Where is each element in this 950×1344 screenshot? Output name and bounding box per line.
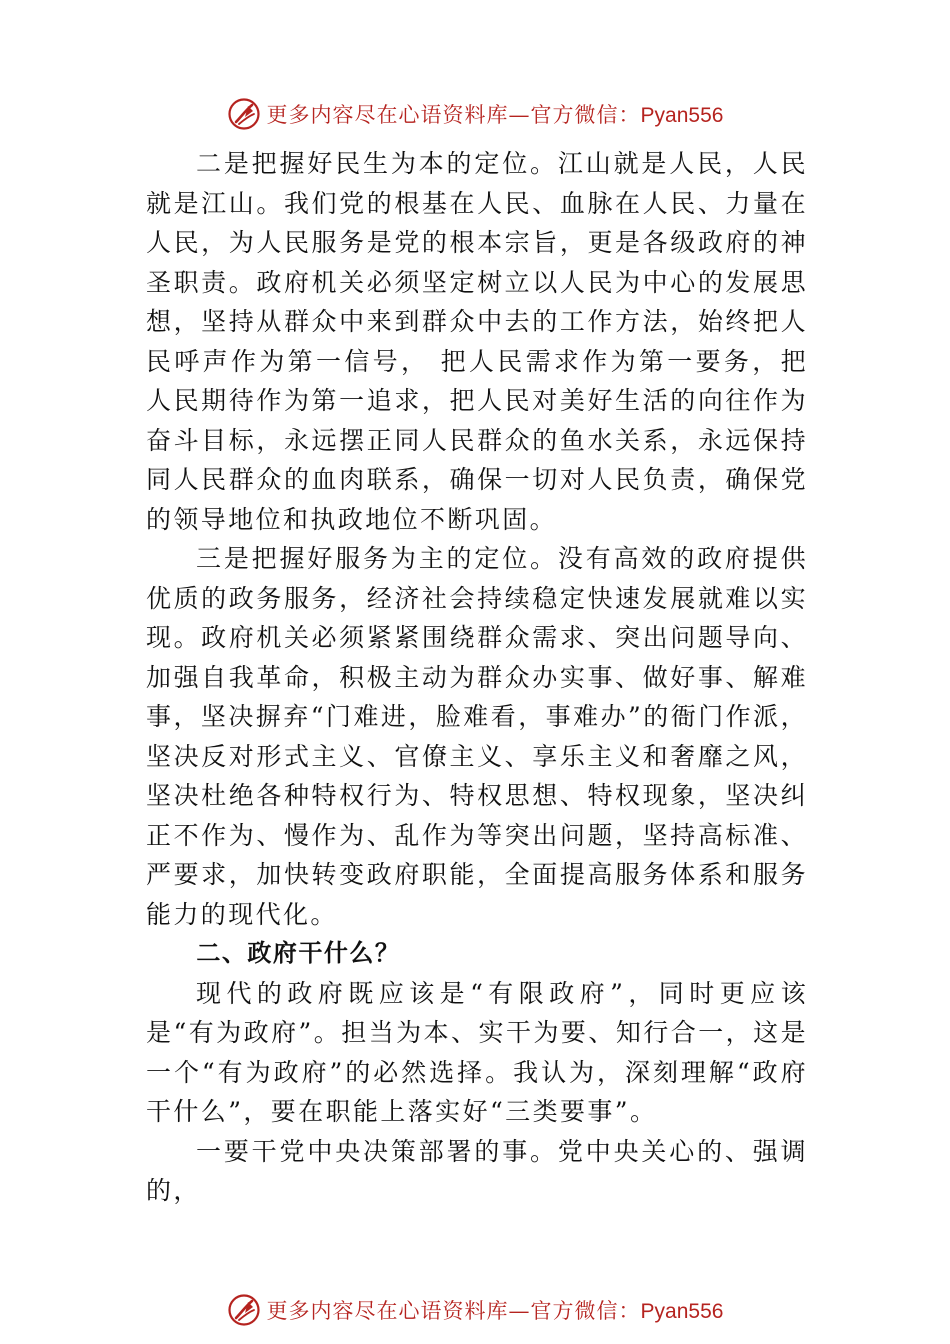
watermark-wechat-label: 官方微信：: [530, 103, 641, 127]
pen-logo-icon: [227, 97, 261, 131]
paragraph-service-oriented: 三是把握好服务为主的定位。没有高效的政府提供优质的政务服务，经济社会持续稳定快速发展就难以实现。政府机关必须紧紧围绕群众需求、突出问题导向、加强自我革命，积极主动为群众办实事、做好事、解难事，坚决摒弃“门难进，脸难看，事难办”的衙门作派，坚决反对形式主义、官僚主义、享乐主义和奢靡之风，坚决杜绝各种特权行为、特权思想、特权现象，坚决纠正不作为、慢作为、乱作为等突出问题，坚持高标准、严要求，加快转变政府职能，全面提高服务体系和服务能力的现代化。: [146, 544, 808, 929]
paragraph-central-decisions: 一要干党中央决策部署的事。党中央关心的、强调的，: [146, 1136, 808, 1205]
watermark-wechat-label: 官方微信：: [530, 1299, 641, 1323]
paragraph-effective-government: 现代的政府既应该是“有限政府”，同时更应该是“有为政府”。担当为本、实干为要、知行合一，这是一个“有为政府”的必然选择。我认为，深刻理解“政府干什么”，要在职能上落实好“三类要事”。: [146, 978, 808, 1126]
watermark-wechat-id: Pyan556: [640, 1300, 724, 1323]
paragraph-people-centered: 二是把握好民生为本的定位。江山就是人民，人民就是江山。我们党的根基在人民、血脉在人民、力量在人民，为人民服务是党的根本宗旨，更是各级政府的神圣职责。政府机关必须坚定树立以人民为中心的发展思想，坚持从群众中来到群众中去的工作方法，始终把人民呼声作为第一信号， 把人民需求作为第一要务，把人民期待作为第一追求，把人民对美好生活的向往作为奋斗目标，永远摆正同人民群众的鱼水关系，永远保持同人民群众的血肉联系，确保一切对人民负责，确保党的领导地位和执政地位不断巩固。: [146, 149, 808, 534]
pen-logo-icon: [227, 1293, 261, 1327]
watermark-wechat-id: Pyan556: [640, 104, 724, 127]
section-heading: 二、政府干什么？: [196, 939, 401, 967]
watermark-separator: —: [508, 1299, 531, 1323]
header-watermark: [0, 92, 950, 136]
watermark-brand: 更多内容尽在心语资料库: [266, 1299, 509, 1323]
watermark-text: [267, 99, 724, 129]
watermark-separator: —: [508, 103, 531, 127]
watermark-brand: 更多内容尽在心语资料库: [266, 103, 509, 127]
footer-watermark: [0, 1288, 950, 1332]
watermark-text: [267, 1295, 724, 1325]
document-body: [146, 144, 808, 1211]
